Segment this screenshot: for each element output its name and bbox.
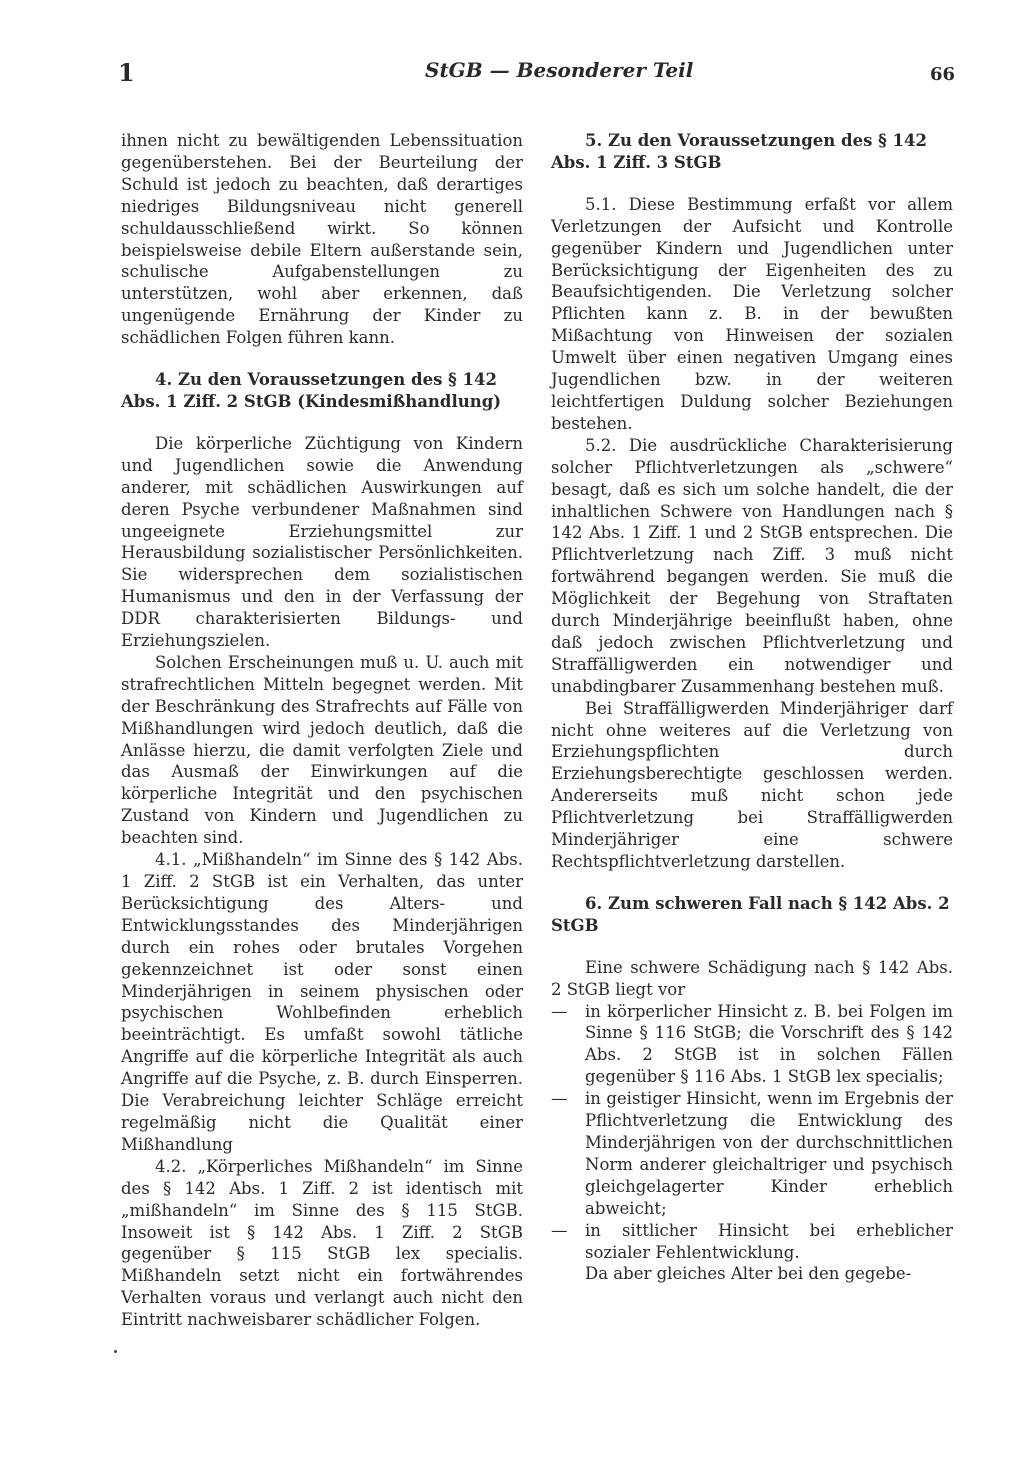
left-paragraph-1: ihnen nicht zu bewältigenden Lebenssituation gegenüberstehen. Bei der Beurteilung der Schuld ist jedoch zu beachten, daß derartiges niedriges Bildungsniveau nicht generell schuldausschließend wirkt. So können beispielsweise debile Eltern außerstande sein, schulische Aufgabenstellungen zu unterstützen, wohl aber erkennen, daß ungenügende Ernährung der Kinder zu schädlichen Folgen führen kann. — [121, 131, 523, 348]
section-4-heading: 4. Zu den Voraussetzungen des § 142 Abs. 1 Ziff. 2 StGB (Kindesmißhandlung) — [121, 370, 502, 411]
list-item: — in körperlicher Hinsicht z. B. bei Folgen im Sinne § 116 StGB; die Vorschrift des § 142 Abs. 2 StGB ist in solchen Fällen gegenüber § 116 Abs. 1 StGB lex specialis; — [551, 1001, 953, 1089]
running-head: StGB — Besonderer Teil — [425, 58, 694, 82]
section-5-heading: 5. Zu den Voraussetzungen des § 142 Abs. 1 Ziff. 3 StGB — [551, 131, 927, 172]
right-paragraph-4: Eine schwere Schädigung nach § 142 Abs. 2 StGB liegt vor — [551, 957, 953, 999]
left-paragraph-2: Die körperliche Züchtigung von Kindern und Jugendlichen sowie die Anwendung anderer, mit schädlichen Auswirkungen auf deren Psyche verbundener Maßnahmen sind ungeeignete Erziehungsmittel zur Herausbildung sozialistischer Persönlichkeiten. Sie widersprechen dem sozialistischen Humanismus und den in der Verfassung der DDR charakterisierten Bildungs- und Erziehungszielen. — [121, 433, 523, 651]
section-6-heading: 6. Zum schweren Fall nach § 142 Abs. 2 StGB — [551, 893, 950, 935]
list-item: — in sittlicher Hinsicht bei erheblicher sozialer Fehlentwicklung. — [551, 1220, 953, 1264]
left-paragraph-4-2: 4.2. „Körperliches Mißhandeln“ im Sinne des § 142 Abs. 1 Ziff. 2 ist identisch mit „mißhandeln“ im Sinne des § 115 StGB. Insoweit ist § 142 Abs. 1 Ziff. 2 StGB gegenüber § 115 StGB lex specialis. Mißhandeln setzt nicht ein fortwährendes Verhalten voraus und verlangt auch nicht den Eintritt nachweisbarer schädlicher Folgen. — [121, 1156, 523, 1330]
left-column — [121, 130, 523, 1331]
dash-list — [551, 1001, 953, 1264]
right-paragraph-5-2: 5.2. Die ausdrückliche Charakterisierung solcher Pflichtverletzungen als „schwere“ besagt, daß es sich um solche handelt, die der inhaltlichen Schwere von Handlungen nach § 142 Abs. 1 Ziff. 1 und 2 StGB entsprechen. Die Pflichtverletzung nach Ziff. 3 muß nicht fortwährend begangen werden. Sie muß die Möglichkeit der Begehung von Straftaten durch Minderjährige beeinflußt haben, ohne daß jedoch zwischen Pflichtverletzung und Straffälligwerden ein notwendiger und unabdingbarer Zusammenhang bestehen muß. — [551, 435, 953, 696]
right-paragraph-5: Da aber gleiches Alter bei den gegebe- — [585, 1264, 912, 1284]
print-speck — [114, 1350, 117, 1353]
list-item: — in geistiger Hinsicht, wenn im Ergebnis der Pflichtverletzung die Entwicklung des Minderjährigen von der durchschnittlichen Norm anderer gleichaltriger und psychisch gleichgelagerter Kinder erheblich abweicht; — [551, 1088, 953, 1219]
right-paragraph-3: Bei Straffälligwerden Minderjähriger darf nicht ohne weiteres auf die Verletzung von Erziehungspflichten durch Erziehungsberechtigte geschlossen werden. Andererseits muß nicht schon jede Pflichtverletzung bei Straffälligwerden Minderjähriger eine schwere Rechtspflichtverletzung darstellen. — [551, 698, 953, 871]
right-paragraph-5-1: 5.1. Diese Bestimmung erfaßt vor allem Verletzungen der Aufsicht und Kontrolle gegenüber Kindern und Jugendlichen unter Berücksichtigung der Eigenheiten des zu Beaufsichtigenden. Die Verletzung solcher Pflichten kann z. B. in der bewußten Mißachtung von Hinweisen der sozialen Umwelt über einen negativen Umgang eines Jugendlichen bzw. in der weiteren leichtfertigen Duldung solcher Beziehungen bestehen. — [551, 194, 953, 433]
page-number-left: 1 — [118, 58, 135, 87]
left-paragraph-4-1: 4.1. „Mißhandeln“ im Sinne des § 142 Abs. 1 Ziff. 2 StGB ist ein Verhalten, das unter Berücksichtigung des Alters- und Entwicklungsstandes des Minderjährigen durch ein rohes oder brutales Vorgehen gekennzeichnet ist oder sonst einen Minderjährigen in seinem physischen oder psychischen Wohlbefinden erheblich beeinträchtigt. Es umfaßt sowohl tätliche Angriffe auf die körperliche Integrität als auch Angriffe auf die Psyche, z. B. durch Einsperren. Die Verabreichung leichter Schläge erreicht regelmäßig nicht die Qualität einer Mißhandlung — [121, 850, 523, 1154]
right-column — [551, 130, 953, 1285]
left-paragraph-3: Solchen Erscheinungen muß u. U. auch mit strafrechtlichen Mitteln begegnet werden. Mit der Beschränkung des Strafrechts auf Fälle von Mißhandlungen wird jedoch deutlich, daß die Anlässe hierzu, die damit verfolgten Ziele und das Ausmaß der Einwirkungen auf die körperliche Integrität und den psychischen Zustand von Kindern und Jugendlichen zu beachten sind. — [121, 652, 523, 848]
page-number-right: 66 — [930, 64, 956, 85]
